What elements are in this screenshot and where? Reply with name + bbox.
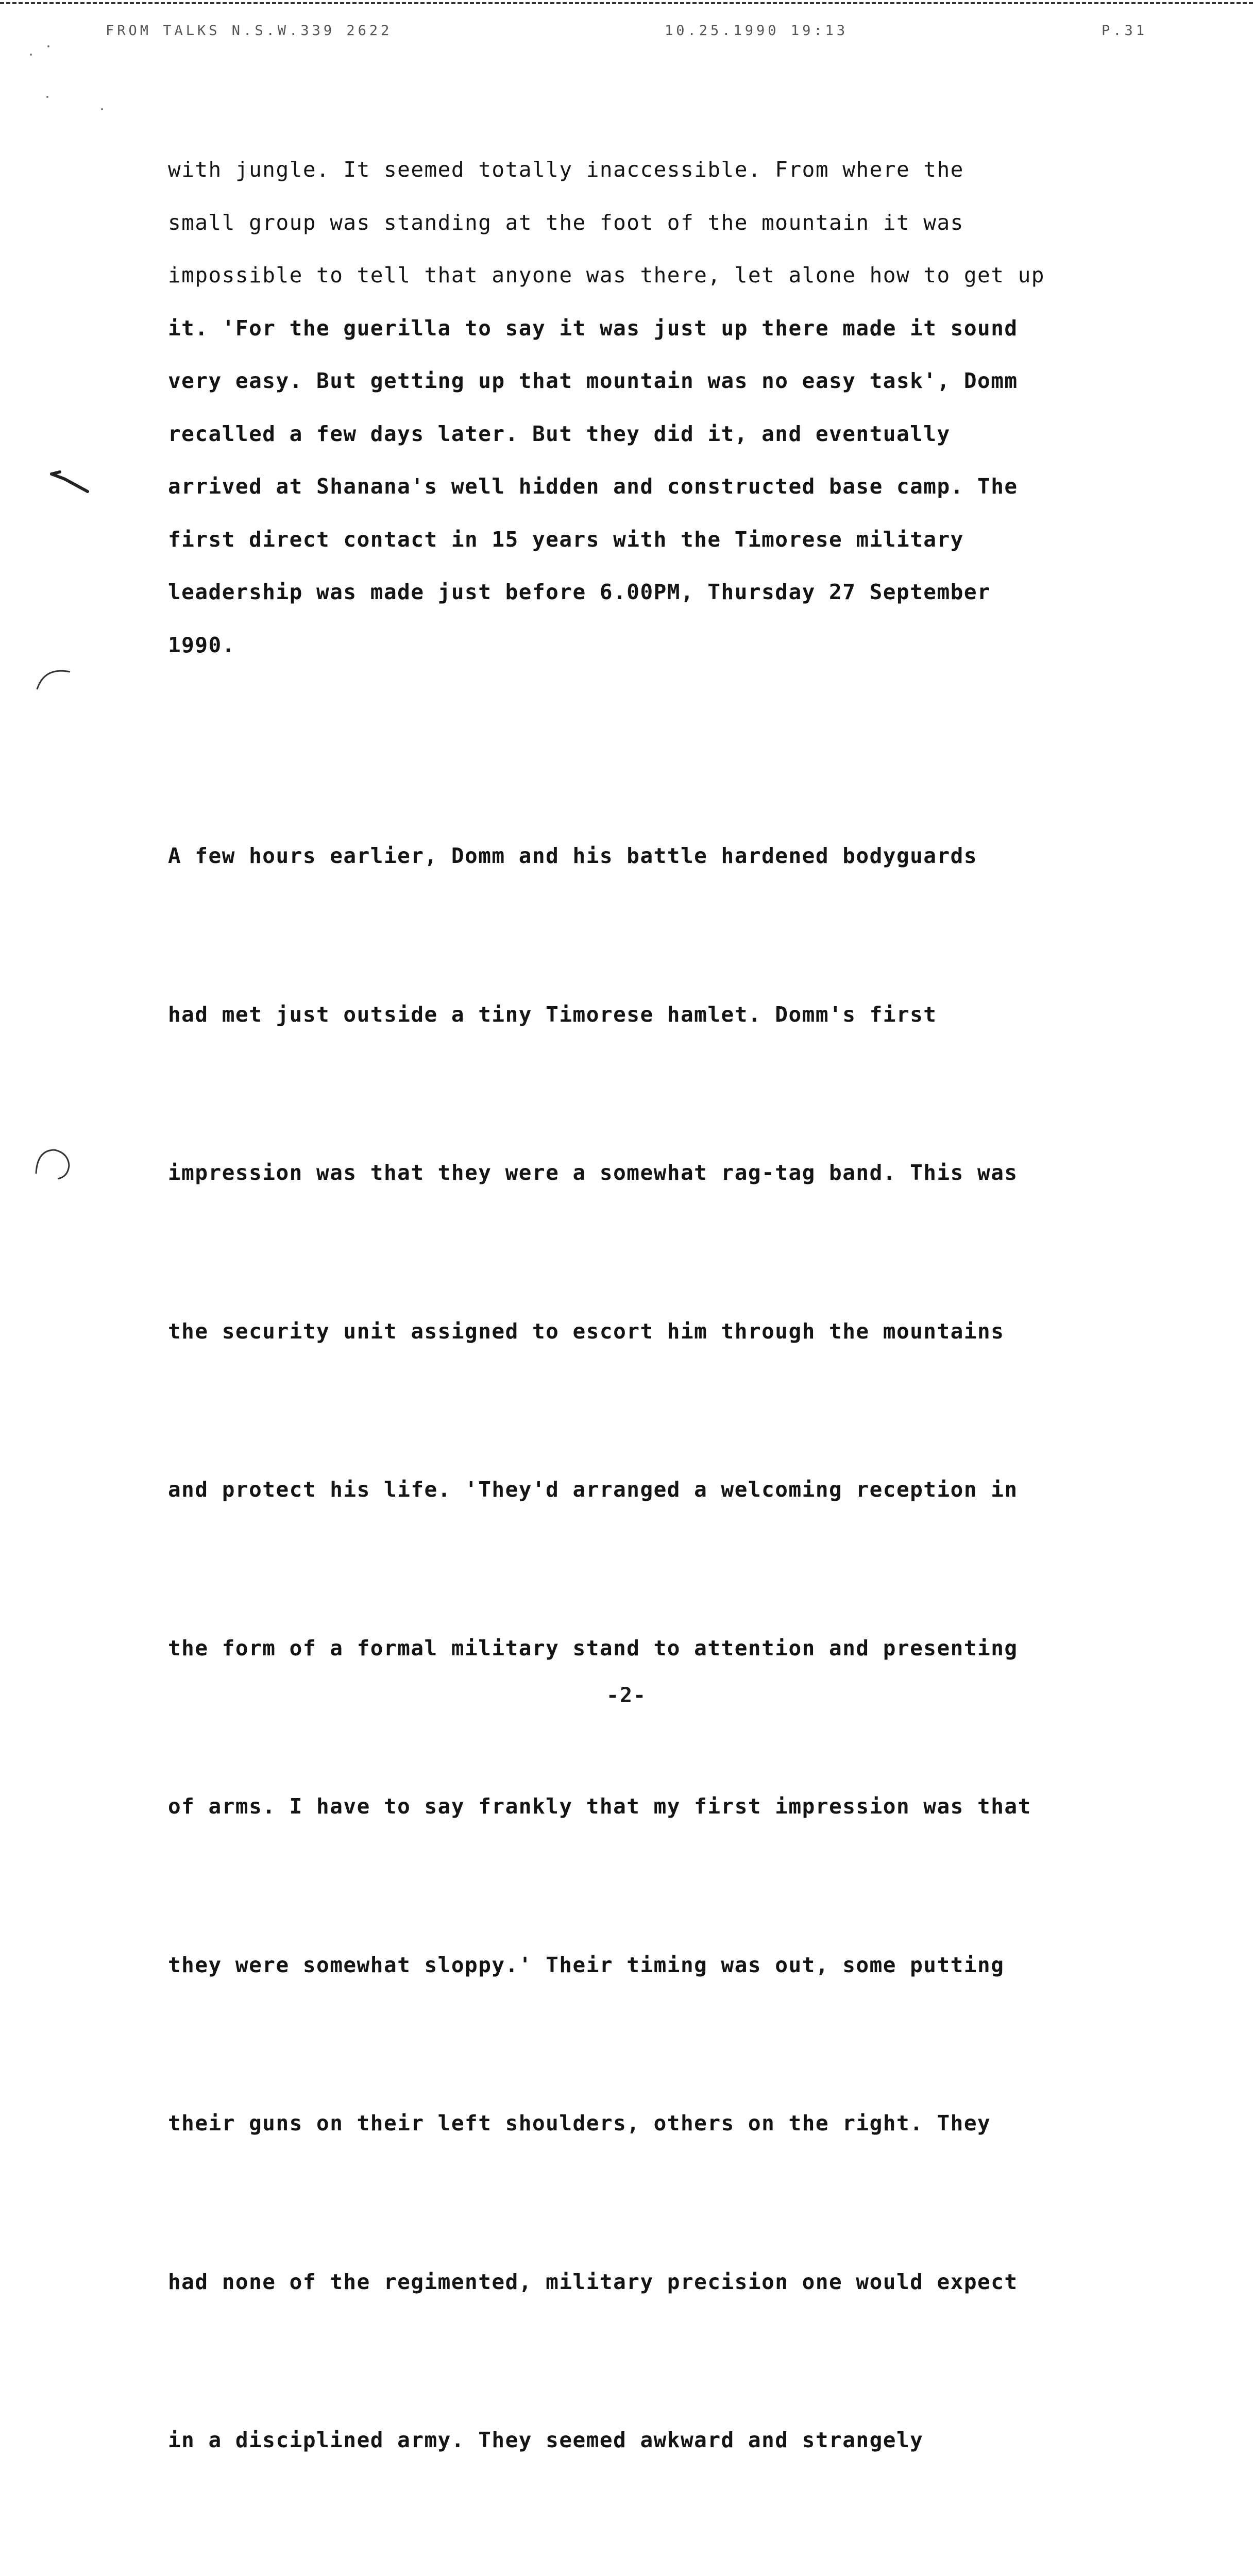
text-line: very easy. But getting up that mountain was no easy task', Domm: [168, 354, 1204, 408]
text-line: had met just outside a tiny Timorese hamlet. Domm's first: [168, 988, 1204, 1041]
paragraph-2: [168, 724, 1204, 2576]
text-line: and protect his life. 'They'd arranged a welcoming reception in: [168, 1463, 1204, 1516]
text-line: had none of the regimented, military precision one would expect: [168, 2256, 1204, 2309]
fax-page-number: P.31: [1102, 23, 1147, 39]
scan-speck: [46, 96, 48, 98]
text-line: leadership was made just before 6.00PM, Thursday 27 September: [168, 566, 1204, 619]
text-line: the security unit assigned to escort him through the mountains: [168, 1305, 1204, 1358]
text-line: of arms. I have to say frankly that my first impression was that: [168, 1780, 1204, 1833]
text-line: [168, 2572, 1204, 2576]
text-line: recalled a few days later. But they did it, and eventually: [168, 408, 1204, 461]
arrow-mark-icon: [49, 469, 91, 495]
hole-mark-icon: [34, 660, 75, 691]
text-line: impression was that they were a somewhat rag-tag band. This was: [168, 1146, 1204, 1199]
text-line: arrived at Shanana's well hidden and constructed base camp. The: [168, 460, 1204, 513]
paragraph-gap: [168, 671, 1204, 724]
text-line: 1990.: [168, 619, 1204, 672]
body-text: [168, 143, 1204, 2576]
fax-header: [0, 23, 1253, 43]
text-line: A few hours earlier, Domm and his battle hardened bodyguards: [168, 829, 1204, 883]
fax-datetime: 10.25.1990 19:13: [665, 23, 848, 39]
text-line: first direct contact in 15 years with the Timorese military: [168, 513, 1204, 566]
text-line: their guns on their left shoulders, others on the right. They: [168, 2097, 1204, 2150]
scan-speck: [30, 54, 32, 56]
page-number: -2-: [0, 1684, 1253, 1707]
text-line: they were somewhat sloppy.' Their timing was out, some putting: [168, 1939, 1204, 1992]
text-line: small group was standing at the foot of the mountain it was: [168, 196, 1204, 249]
scan-speck: [101, 108, 103, 110]
fax-top-rule: [0, 2, 1253, 4]
text-line: in a disciplined army. They seemed awkward and strangely: [168, 2414, 1204, 2467]
text-line: impossible to tell that anyone was there, let alone how to get up: [168, 249, 1204, 302]
text-line: the form of a formal military stand to attention and presenting: [168, 1622, 1204, 1675]
hole-mark-icon: [32, 1143, 73, 1184]
fax-from-line: FROM TALKS N.S.W.339 2622: [106, 23, 392, 39]
text-line: it. 'For the guerilla to say it was just up there made it sound: [168, 302, 1204, 355]
text-line: with jungle. It seemed totally inaccessible. From where the: [168, 143, 1204, 196]
scan-speck: [47, 45, 49, 47]
paragraph-1: [168, 143, 1204, 671]
